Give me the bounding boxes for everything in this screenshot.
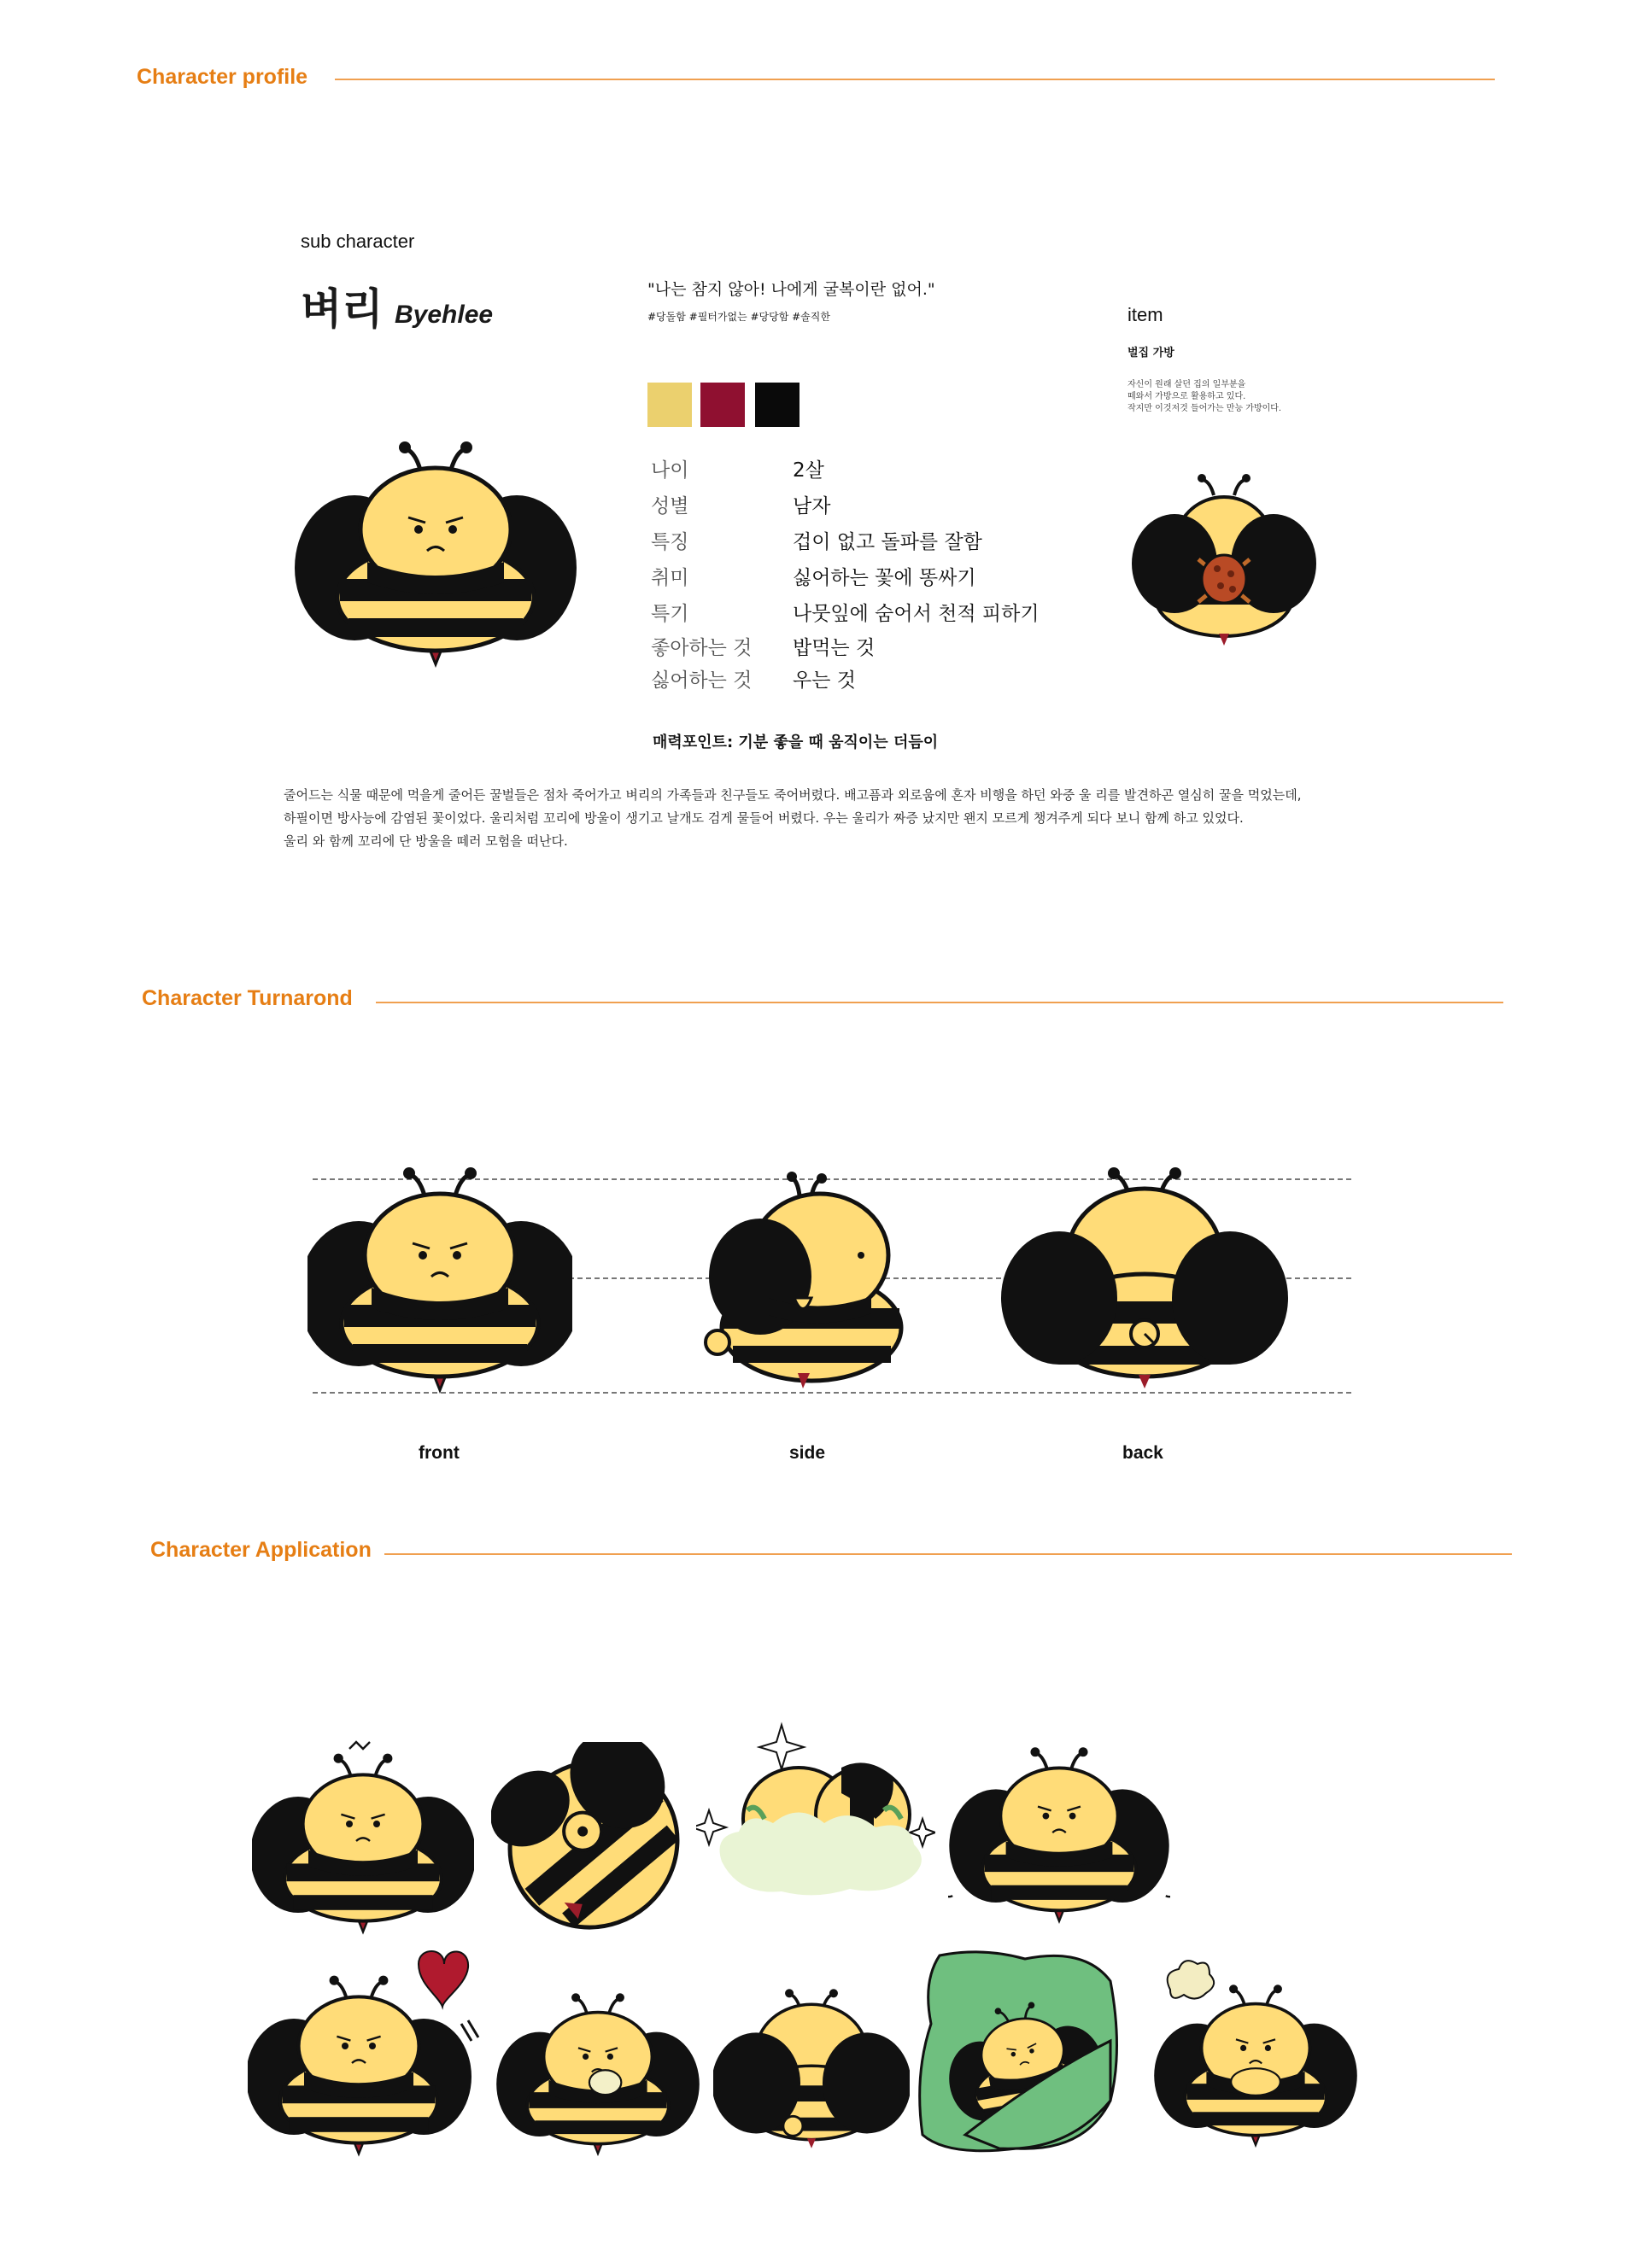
color-swatch-yellow <box>647 383 692 427</box>
row-value: 2살 <box>793 459 824 482</box>
turnaround-front-bee <box>308 1144 572 1409</box>
charm-point: 매력포인트: 기분 좋을 때 움직이는 더듬이 <box>653 734 939 751</box>
sticker-angry-bee <box>252 1725 474 1955</box>
sticker-eating-bee <box>495 1964 700 2169</box>
sticker-shocked-bee <box>948 1716 1170 1947</box>
row-label: 특기 <box>651 603 689 625</box>
section-title-profile: Character profile <box>137 65 308 89</box>
character-story <box>284 784 1394 853</box>
story-line: 줄어드는 식물 때문에 먹을게 줄어든 꿀벌들은 점차 죽어가고 벼리의 가족들과 친구들도 죽어버렸다. 배고픔과 외로움에 혼자 비행을 하던 와중 울 리를 발견하곤 열심히 꿀을 먹었는데, <box>284 787 1302 803</box>
section-divider <box>376 1002 1503 1003</box>
sticker-leaf-hiding-bee <box>914 1947 1128 2160</box>
item-title: item <box>1128 304 1163 325</box>
bee-with-hive-bag-illustration <box>1126 461 1322 658</box>
row-value: 겁이 없고 돌파를 잘함 <box>793 531 982 553</box>
color-swatch-crimson <box>700 383 745 427</box>
section-title-turnaround: Character Turnarond <box>142 986 353 1010</box>
character-name-korean: 벼리 <box>301 284 384 334</box>
sticker-sleeping-cloud-bee <box>696 1716 935 1930</box>
row-label: 특징 <box>651 531 689 553</box>
item-desc-line: 자신이 원래 살던 집의 일부분을 <box>1128 380 1246 389</box>
main-bee-illustration <box>290 401 581 700</box>
personality-tags: #당돌함 #필터가없는 #당당함 #솔직한 <box>647 311 830 323</box>
story-line: 울리 와 함께 꼬리에 단 방울을 떼러 모험을 떠난다. <box>284 833 568 849</box>
item-description <box>1128 379 1281 415</box>
sticker-back-flying-bee <box>713 1960 910 2173</box>
section-divider <box>335 79 1495 80</box>
view-label-back: back <box>1122 1443 1163 1463</box>
sticker-rolling-bee <box>491 1742 696 1947</box>
row-value: 남자 <box>793 495 831 517</box>
row-label: 좋아하는 것 <box>651 637 753 659</box>
sub-character-label: sub character <box>301 231 415 252</box>
row-value: 나뭇잎에 숨어서 천적 피하기 <box>793 603 1040 625</box>
row-label: 성별 <box>651 495 689 517</box>
turnaround-back-bee <box>999 1144 1290 1409</box>
character-name-english: Byehlee <box>395 301 494 329</box>
section-divider <box>384 1553 1512 1555</box>
color-swatch-black <box>755 383 800 427</box>
story-line: 하필이면 방사능에 감염된 꽃이었다. 울리처럼 꼬리에 방울이 생기고 날개도 검게 물들어 버렸다. 우는 울리가 짜증 났지만 왠지 모르게 챙겨주게 되다 보니 함께 하고 있었다. <box>284 810 1244 826</box>
item-desc-line: 떼와서 가방으로 활용하고 있다. <box>1128 392 1246 401</box>
turnaround-side-bee <box>683 1144 922 1409</box>
row-label: 나이 <box>651 459 689 482</box>
sticker-love-bee <box>248 1947 495 2169</box>
sticker-grumpy-bee <box>1153 1955 1358 2160</box>
row-label: 싫어하는 것 <box>651 669 753 692</box>
section-title-application: Character Application <box>150 1538 372 1562</box>
item-desc-line: 작지만 이것저것 들어가는 만능 가방이다. <box>1128 404 1282 413</box>
row-label: 취미 <box>651 567 689 589</box>
row-value: 싫어하는 꽃에 똥싸기 <box>793 567 976 589</box>
row-value: 밥먹는 것 <box>793 637 876 659</box>
view-label-side: side <box>789 1443 826 1463</box>
character-quote: "나는 참지 않아! 나에게 굴복이란 없어." <box>647 280 935 299</box>
item-name: 벌집 가방 <box>1128 347 1174 359</box>
row-value: 우는 것 <box>793 669 856 692</box>
view-label-front: front <box>419 1443 460 1463</box>
